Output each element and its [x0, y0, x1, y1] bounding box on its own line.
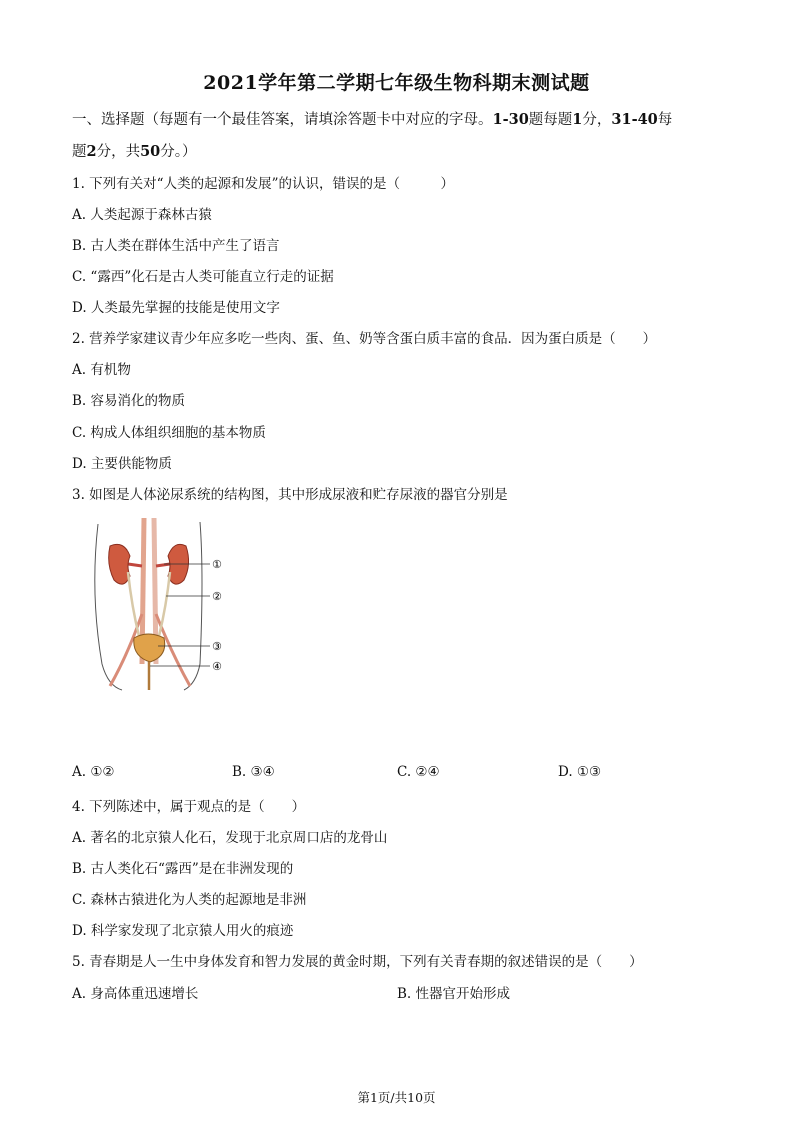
question-3-option-b: B. ③④: [232, 764, 275, 780]
page-number: 第1页/共10页: [357, 1090, 436, 1105]
question-4-option-b: B. 古人类化石“露西”是在非洲发现的: [72, 861, 294, 877]
question-2-stem: 2. 营养学家建议青少年应多吃一些肉、蛋、鱼、奶等含蛋白质丰富的食品．因为蛋白质是（ ）: [72, 331, 657, 347]
page-title: 2021学年第二学期七年级生物科期末测试题: [203, 72, 590, 94]
section-heading-line2: [72, 140, 197, 161]
question-3-stem: 3. 如图是人体泌尿系统的结构图，其中形成尿液和贮存尿液的器官分别是: [72, 487, 508, 503]
urinary-system-figure: [88, 514, 248, 692]
figure-label-3: ③: [212, 640, 222, 653]
section-range: 1-30: [492, 111, 529, 128]
figure-label-2: ②: [212, 590, 222, 603]
question-4-option-c: C. 森林古猿进化为人类的起源地是非洲: [72, 892, 307, 908]
section-text: 分，共: [96, 144, 141, 160]
question-4-option-a: A. 著名的北京猿人化石，发现于北京周口店的龙骨山: [72, 830, 388, 846]
figure-label-1: ①: [212, 558, 222, 571]
question-1-option-d: D. 人类最先掌握的技能是使用文字: [72, 300, 280, 316]
question-2-option-a: A. 有机物: [72, 362, 131, 378]
question-2-option-d: D. 主要供能物质: [72, 456, 172, 472]
section-score: 1: [572, 111, 583, 128]
question-1-option-b: B. 古人类在群体生活中产生了语言: [72, 238, 280, 254]
question-2-option-c: C. 构成人体组织细胞的基本物质: [72, 425, 266, 441]
question-3-option-d: D. ①③: [558, 764, 602, 780]
question-5-option-b: B. 性器官开始形成: [397, 986, 511, 1002]
question-3-option-a: A. ①②: [72, 764, 115, 780]
question-2-option-b: B. 容易消化的物质: [72, 393, 186, 409]
question-1-option-c: C. “露西”化石是古人类可能直立行走的证据: [72, 269, 334, 285]
question-5-option-a: A. 身高体重迅速增长: [72, 986, 199, 1002]
section-total: 50: [140, 143, 161, 160]
section-text: 每: [657, 112, 673, 128]
section-text: 分。）: [160, 144, 197, 160]
section-text: 题每题: [528, 112, 573, 128]
section-text: 题: [72, 144, 87, 160]
question-5-stem: 5. 青春期是人一生中身体发育和智力发展的黄金时期，下列有关青春期的叙述错误的是（ ）: [72, 954, 643, 970]
section-heading-line1: [72, 108, 672, 129]
question-1-stem: 1. 下列有关对“人类的起源和发展”的认识，错误的是（ ）: [72, 176, 454, 192]
section-text: 一、选择题（每题有一个最佳答案，请填涂答题卡中对应的字母。: [72, 112, 493, 128]
section-range: 31-40: [611, 111, 658, 128]
question-4-stem: 4. 下列陈述中，属于观点的是（ ）: [72, 799, 306, 815]
question-1-option-a: A. 人类起源于森林古猿: [72, 207, 212, 223]
section-score: 2: [86, 143, 97, 160]
section-text: 分，: [582, 112, 612, 128]
question-3-option-c: C. ②④: [397, 764, 440, 780]
question-4-option-d: D. 科学家发现了北京猿人用火的痕迹: [72, 923, 294, 939]
figure-label-4: ④: [212, 660, 222, 673]
